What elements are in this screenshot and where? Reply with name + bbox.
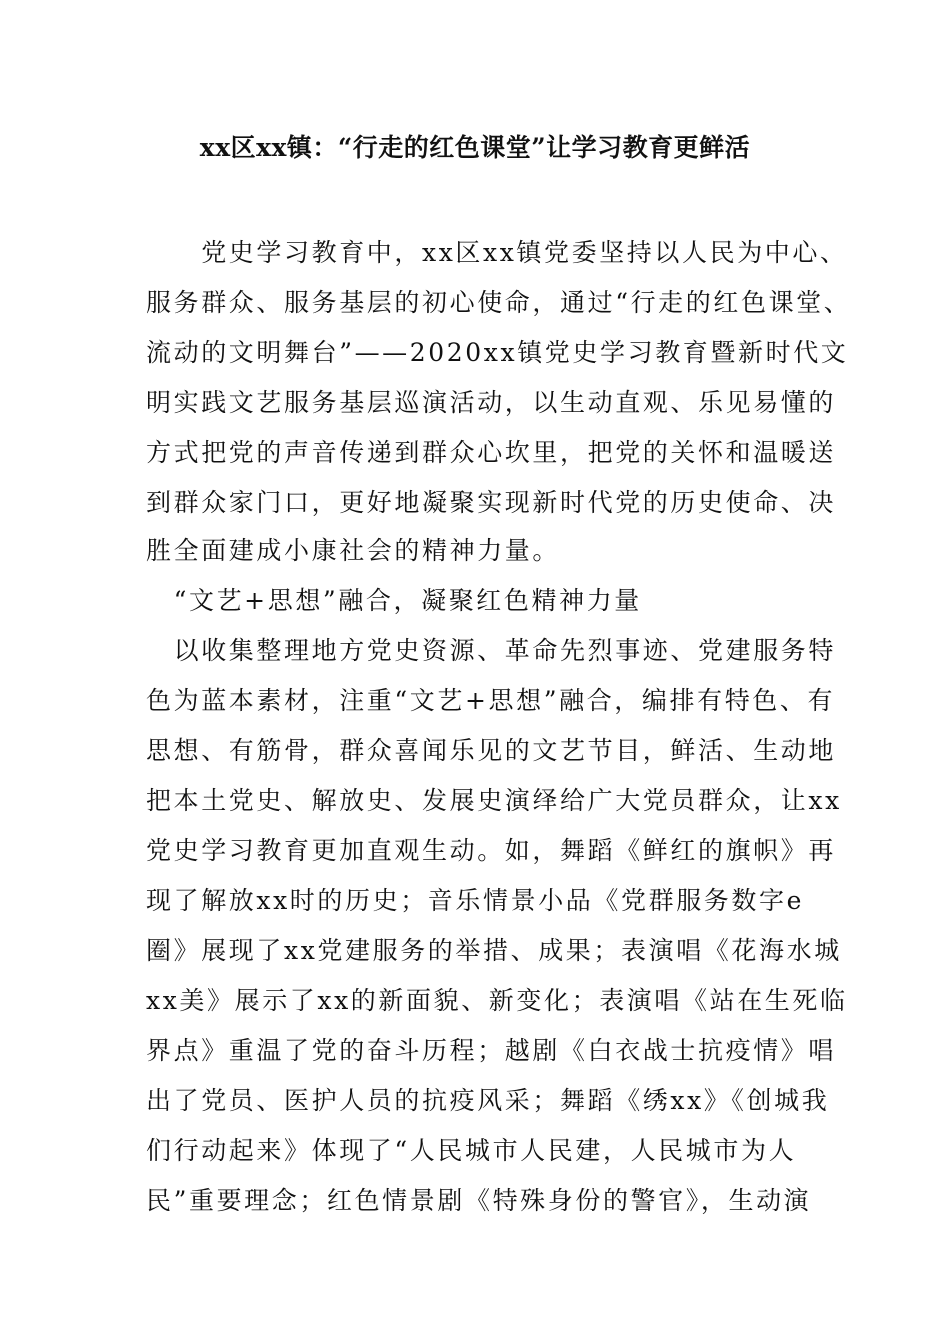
text-line: 圈》展现了xx党建服务的举措、成果；表演唱《花海水城	[146, 936, 842, 965]
section-heading: “文艺+思想”融合，凝聚红色精神力量	[146, 586, 642, 615]
text-line: 出了党员、医护人员的抗疫风采；舞蹈《绣xx》《创城我	[146, 1086, 830, 1115]
text-line: 党史学习教育中，xx区xx镇党委坚持以人民为中心、	[146, 238, 848, 267]
text-line: 胜全面建成小康社会的精神力量。	[146, 536, 561, 565]
text-line: 现了解放xx时的历史；音乐情景小品《党群服务数字e	[146, 886, 804, 915]
text-line: 把本土党史、解放史、发展史演绎给广大党员群众，让xx	[146, 786, 842, 815]
text-line: 色为蓝本素材，注重“文艺+思想”融合，编排有特色、有	[146, 686, 836, 715]
text-line: 界点》重温了党的奋斗历程；越剧《白衣战士抗疫情》唱	[146, 1036, 837, 1065]
text-line: 服务群众、服务基层的初心使命，通过“行走的红色课堂、	[146, 288, 852, 317]
text-line: 方式把党的声音传递到群众心坎里，把党的关怀和温暖送	[146, 438, 837, 467]
text-line: xx美》展示了xx的新面貌、新变化；表演唱《站在生死临	[146, 986, 848, 1015]
text-line: 明实践文艺服务基层巡演活动，以生动直观、乐见易懂的	[146, 388, 837, 417]
text-line: 以收集整理地方党史资源、革命先烈事迹、党建服务特	[146, 636, 837, 665]
text-line: 到群众家门口，更好地凝聚实现新时代党的历史使命、决	[146, 488, 837, 517]
text-line: 们行动起来》体现了“人民城市人民建，人民城市为人	[146, 1136, 797, 1165]
text-line: 思想、有筋骨，群众喜闻乐见的文艺节目，鲜活、生动地	[146, 736, 837, 765]
text-line: 党史学习教育更加直观生动。如，舞蹈《鲜红的旗帜》再	[146, 836, 837, 865]
document-title: xx区xx镇：“行走的红色课堂”让学习教育更鲜活	[199, 133, 751, 162]
text-line: 流动的文明舞台”——2020xx镇党史学习教育暨新时代文	[146, 338, 849, 367]
text-line: 民”重要理念；红色情景剧《特殊身份的警官》，生动演	[146, 1186, 812, 1215]
